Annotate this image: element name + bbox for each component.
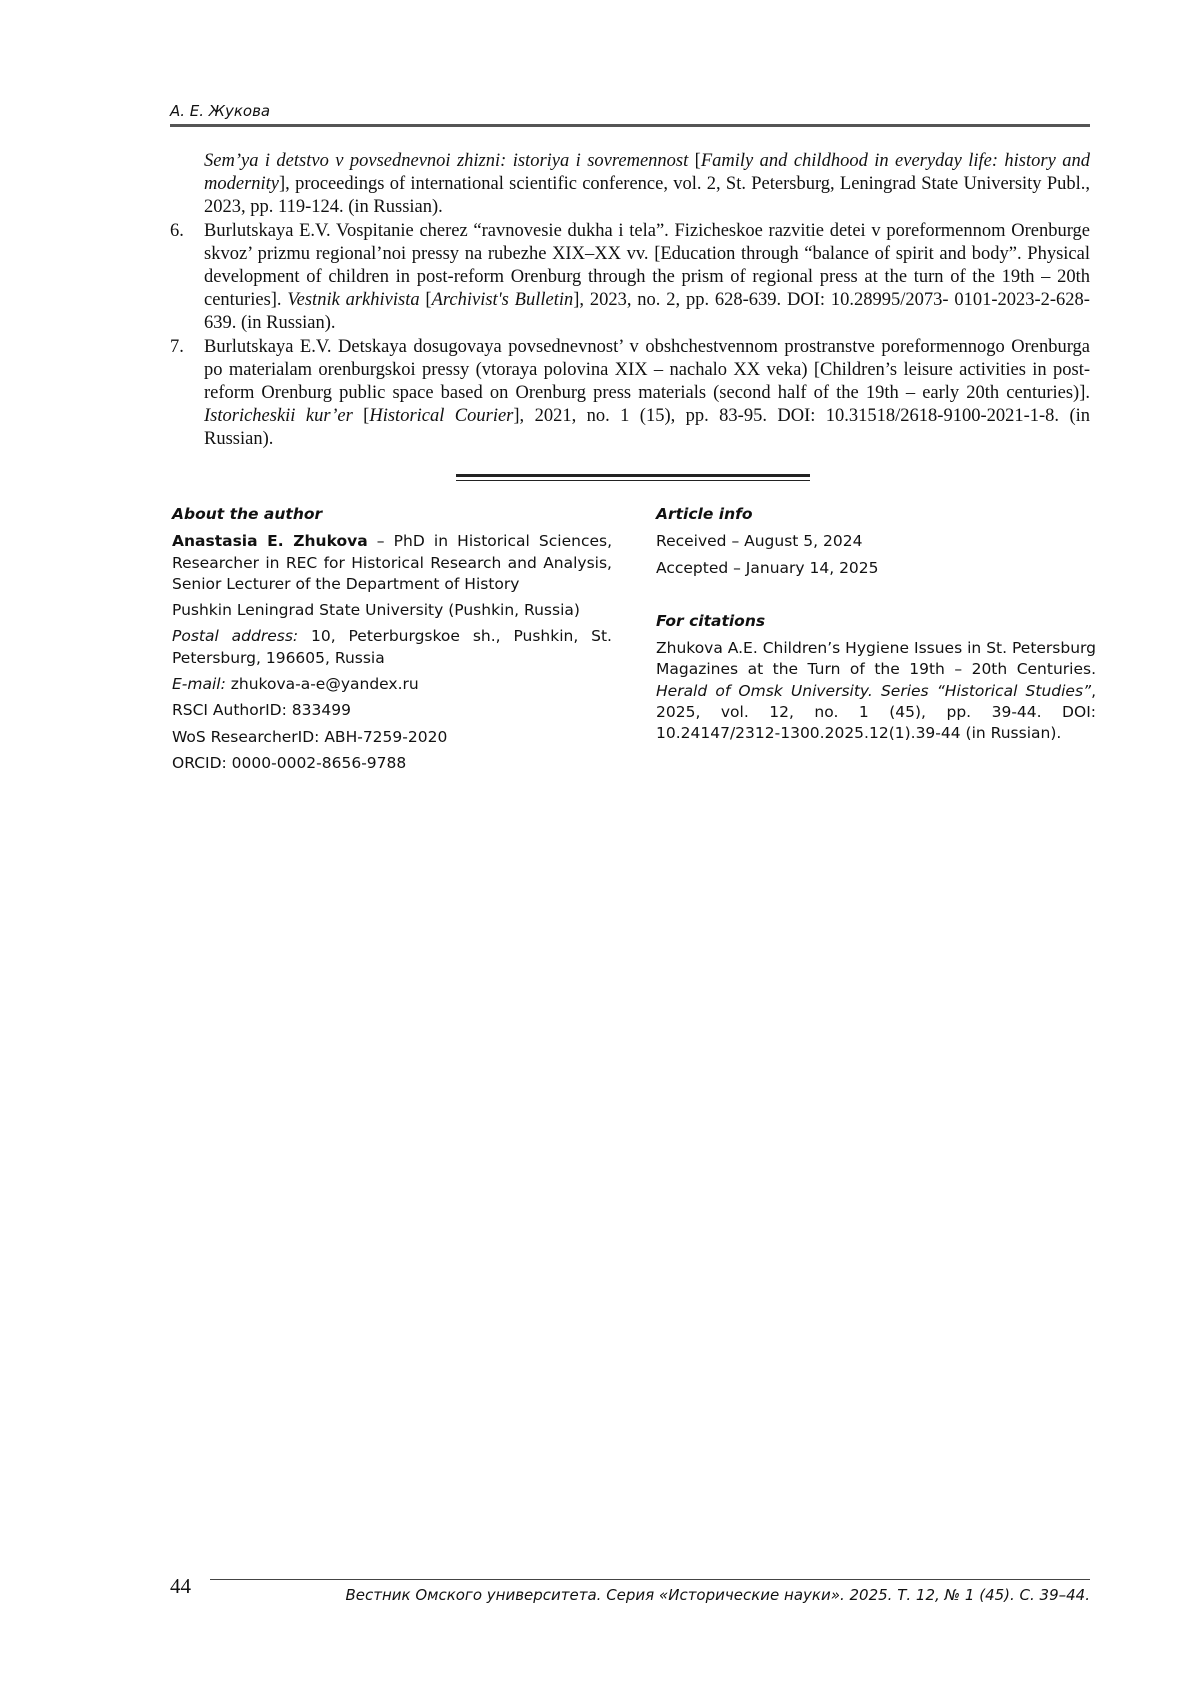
citations-title: For citations (656, 611, 766, 630)
postal-value: 10, Peterburgskoe sh., Pushkin, St. Petersburg, 196605, Russia (172, 627, 612, 667)
postal-label: Postal address: (172, 627, 299, 646)
reference-title-italic: Family and childhood in everyday life: history and modernity (204, 151, 1090, 195)
author-wos-id: WoS ResearcherID: ABH-7259-2020 (172, 727, 448, 746)
running-title: А. Е. Жукова (170, 102, 271, 120)
reference-text-part: Burlutskaya E.V. Vospitanie cherez “ravnovesie dukha i tela”. Fizicheskoe razvitie detei v poreformennom Orenburge skvoz’ prizmu regional’noi pressy na rubezhe XIX–XX vv. [Education through “balance of spirit and body”. Physical development of children in post-reform Orenburg through the prism of regional press at the turn of the 19th – 20th centuries]. (204, 220, 1090, 311)
article-info-section (656, 504, 1096, 750)
reference-title-italic: Istoricheskii kur’er (204, 406, 353, 427)
citation-text (656, 638, 1096, 744)
citation-tail: , 2025, vol. 12, no. 1 (45), pp. 39-44. DOI: 10.24147/2312-1300.2025.12(1).39-44 (in Russian). (656, 681, 1096, 743)
reference-text-part: ], proceedings of international scientific conference, vol. 2, St. Petersburg, Leningrad State University Publ., 2023, pp. 119-124. (in Russian). (204, 174, 1090, 218)
footer-rule (210, 1579, 1090, 1580)
about-author-section (172, 504, 612, 779)
reference-text-part: ], 2021, no. 1 (15), pp. 83-95. DOI: 10.31518/2618-9100-2021-1-8. (in Russian). (204, 406, 1091, 450)
reference-number: 6. (170, 220, 184, 241)
reference-title-italic: Archivist's Bulletin (431, 290, 574, 311)
email-value[interactable]: zhukova-a-e@yandex.ru (225, 675, 419, 694)
reference-text-part: [ (419, 290, 432, 311)
received-date: Received – August 5, 2024 (656, 532, 863, 551)
author-university: Pushkin Leningrad State University (Pushkin, Russia) (172, 601, 580, 620)
author-postal-address (172, 626, 612, 669)
running-header (170, 101, 1090, 127)
author-position: – PhD in Historical Sciences, Researcher in REC for Historical Research and Analysis, Senior Lecturer of the Department of History (172, 532, 612, 593)
author-rsci-id: RSCI AuthorID: 833499 (172, 701, 351, 720)
reference-text (204, 336, 1090, 452)
reference-list (170, 150, 1090, 452)
section-divider (456, 474, 810, 481)
about-author-title: About the author (172, 505, 323, 523)
reference-title-italic: Sem’ya i detstvo v povsednevnoi zhizni: istoriya i sovremennost (204, 151, 689, 171)
author-name: Anastasia E. Zhukova (172, 532, 368, 551)
author-orcid: ORCID: 0000-0002-8656-9788 (172, 753, 407, 772)
author-email (172, 674, 612, 695)
author-bio (172, 531, 612, 595)
reference-text-part: [ (688, 151, 701, 171)
reference-text-part: ], 2023, no. 2, pp. 628-639. DOI: 10.28995/2073- 0101-2023-2-628-639. (in Russian). (204, 290, 1090, 334)
reference-title-italic: Historical Courier (369, 406, 514, 427)
reference-title-italic: Vestnik arkhivista (287, 290, 420, 311)
reference-text (204, 150, 1090, 220)
footer-journal-line: Вестник Омского университета. Серия «Исторические науки». 2025. Т. 12, № 1 (45). С. 39–44. (345, 1586, 1090, 1604)
reference-text-part: Burlutskaya E.V. Detskaya dosugovaya povsednevnost’ v obshchestvennom prostranstve poreformennogo Orenburga po materialam orenburgskoi pressy (vtoraya polovina XIX – nachalo XX veka) [Children’s leisure activities in post-reform Orenburg public space based on Orenburg press materials (second half of the 19th – early 20th centuries)]. (204, 336, 1090, 404)
reference-text-part: [ (352, 406, 370, 427)
page-number: 44 (170, 1574, 191, 1598)
reference-item (170, 220, 1090, 336)
accepted-date: Accepted – January 14, 2025 (656, 558, 879, 577)
article-info-title: Article info (656, 505, 753, 523)
email-label: E-mail: (172, 675, 226, 694)
reference-number: 7. (170, 336, 184, 357)
reference-text (204, 220, 1090, 336)
reference-item (170, 336, 1090, 452)
citation-journal: Herald of Omsk University. Series “Historical Studies” (656, 681, 1092, 700)
reference-item (170, 150, 1090, 220)
citation-lead: Zhukova A.E. Children’s Hygiene Issues in St. Petersburg Magazines at the Turn of the 19th – 20th Centuries. (656, 639, 1096, 679)
